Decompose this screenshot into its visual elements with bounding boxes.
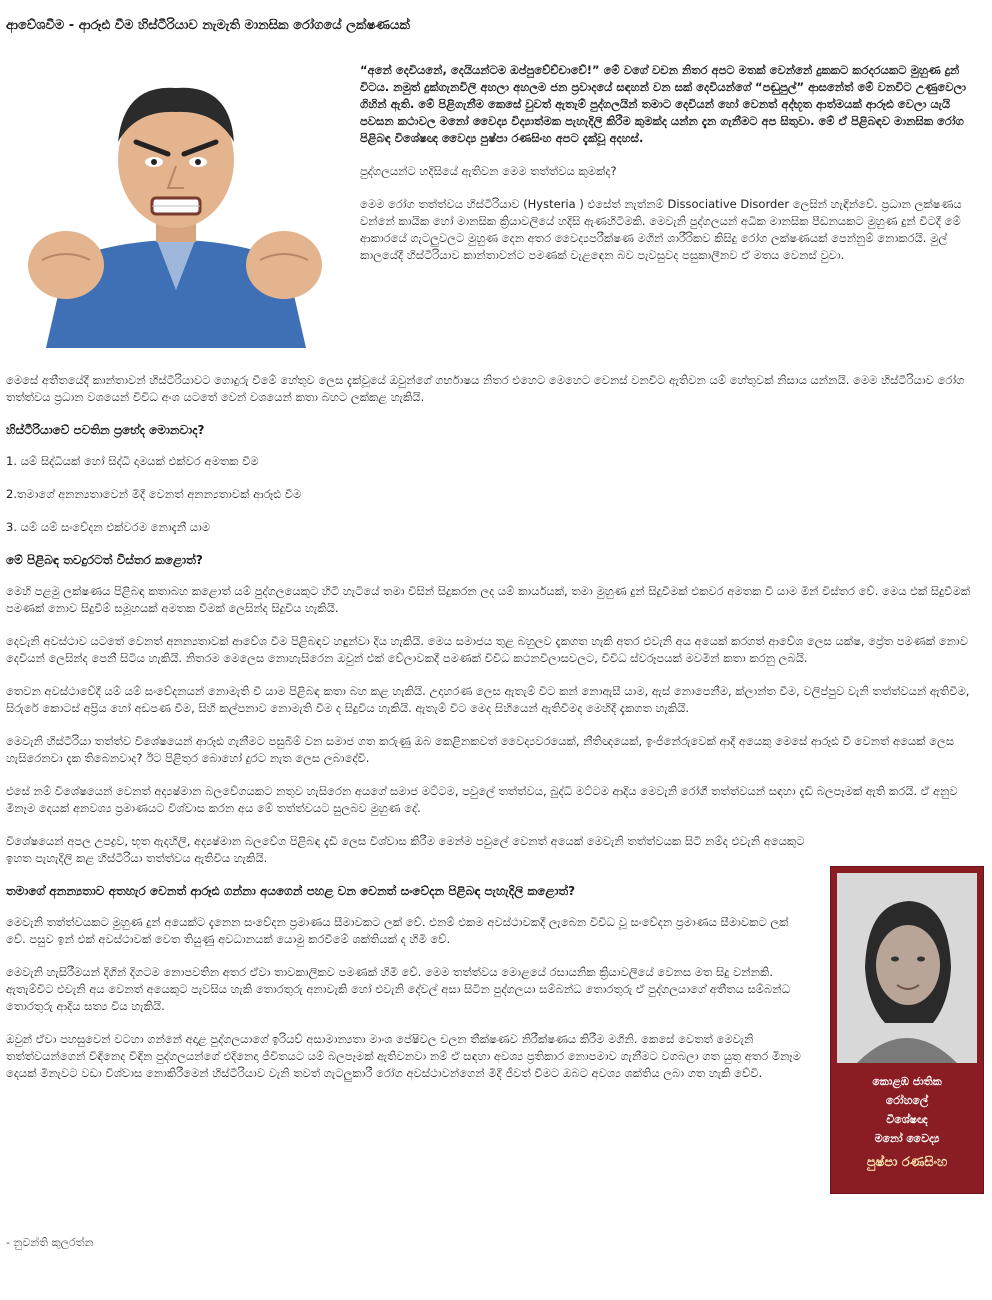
section-heading: තමාගේ අනන්‍යතාව අතහැර වෙනත් ආරූඪ ගන්නා අයගෙන් පහළ වන වෙනත් සංවේදන පිළිබඳ පැහැදිලි කළොත්? [6,884,576,898]
article-title: ආවේශවීම - ආරූඪ වීම හිස්ටීරියාව නැමැති මානසික රෝගයේ ලක්ෂණයක් [6,18,410,33]
body-paragraph: මෙවැනි හැසිරීමයන් දිගින් දිගටම නොපවතින අතර ඒවා තාවකාලිකව පමණක් හිමි වේ. මෙම තත්ත්වය මොළයේ රසායනික ක්‍රියාවලියේ වෙනස මත සිදු වන්නකි. ඇතැම්විට එවැනි අය වෙනත් අයෙකුට පැවසිය හැකි තොරතුරු අනාවැකි හෝ එවැනි දේවල් අසා සිටින පුද්ගලයා සම්බන්ධ තොරතුරු ඒ පුද්ගලයාගේ අතීතය සම්බන්ධ තොරතුරු ආදිය සත්‍ය විය හැකියි. [6,965,791,1013]
intro-question: පුද්ගලයන්ට හදිසියේ ඇතිවන මෙම තත්ත්වය කුමක්ද? [360,164,617,178]
caption-line: විශේෂඥ [886,1113,928,1126]
doctor-name: පුෂ්පා රණසිංහ [866,1155,948,1170]
section-heading: හිස්ටීරියාවේ පවතින ප්‍රභේද මොනවාද? [6,423,205,437]
list-item: 3. යම් යම් සංවේදන එක්වරම නොදැනී යාම [6,520,211,534]
list-item: 1. යම් සිද්ධියක් හෝ සිද්ධි දාමයක් එක්වර අමතක වීම [6,454,259,468]
doctor-portrait [837,873,977,1063]
author-byline: - නුවන්ති කුලරත්න [6,1236,94,1249]
body-paragraph: එසේ නම් විශේෂයෙන් වෙනත් අද්‍යෂ්මාන බලවේගයකට නතුව හැසිරෙන අයගේ සමාජ මට්ටම, පවුලේ තත්ත්වය, බුද්ධි මට්ටම ආදිය මෙවැනි රෝගී තත්ත්වයන් සඳහා දැඩි බලපෑමක් ඇති කරයි. ඒ අනුව මිනෑම දෙයක් අනවශ්‍ය ප්‍රමාණයට විශ්වාස කරන අය මේ තත්ත්වයට සුලබව මුහුණ දේ. [6,784,958,815]
body-paragraph: තෙවන අවස්ථාවේදී යම් යම් සංවේදනයන් නොමැති වී යාම පිළිබඳ කතා බහ කළ හැකියි. උදාහරණ ලෙස ඇතැම් විට කන් නොඇසී යාම, ඇස් නොපෙනීම, ක්ලාන්ත වීම, වලිප්පුව වැනි තත්ත්වයන් ඇතිවීම, සිරුරේ කොටස් අප්‍රිය හෝ අඩපණ වීම, සිහි කල්පනාව නොමැති වීම ද සිදුවිය හැකියි. ඇතැම් විට මෙද සිහියෙන් ඇතිවීමද මෙහිදී දැකගත හැකියි. [6,684,970,715]
intro-section [360,62,980,280]
caption-line: රෝහලේ [885,1094,929,1107]
body-paragraph: මෙවැනි තත්ත්වයකට මුහුණ දුන් අයෙක්ට දැනෙන සංවේදන ප්‍රමාණය සීමාවකට ලක් වේ. එනම් එකම අවස්ථාවකදී ලැබෙන විවිධ වූ සංවේදන ප්‍රමාණය සීමාවකට ලක් වේ. පසුව ඉන් එක් අවස්ථාවක් වෙත තියුණු අවධානයක් යොමු කරවීමේ ශක්තියක් ද හිමි වේ. [6,915,789,946]
intro-paragraph: “අනේ දෙවියනේ, දෙයියන්ටම ඔප්පුවේච්චාවේ!” මේ වගේ වචන නිතර අපට මතක් වෙන්නේ දුකකට කරදරයකට මුහුණ දුන් විටය. නමුත් දුක්ගැනවිලි අහලා අහලම ජන ප්‍රවාදයේ සඳහන් වන සක් දෙවියන්ගේ “පඬුපුල්” ආසනේත් මේ වනවිට උණුවෙලා ගිහින් ඇති. මේ පිළිගැනීම කෙසේ වුවත් ඇතැම් පුද්ගලයින් තමාට දෙවියන් හෝ වෙනත් අද්භූත ආත්මයක් ආරූඪ වෙලා යැයි පවසන කථාවල මනෝ වෛද්‍ය විද්‍යාත්මක පැහැදිලි කිරීම කුමක්ද යන්න දැන ගැනීමට අප සිතුවා. මේ ඒ පිළිබඳව මානසික රෝග පිළිබඳ විශේෂඥ වෛද්‍ය පුෂ්පා රණසිංහ අපට දැක්වූ අදහස්. [360,63,967,145]
body-paragraph: විශේෂයෙන් අපල උපද්‍රව, භූත ඇදහිලි, අද්‍යෂ්මාන බලවේග පිළිබඳ දැඩි ලෙස විශ්වාස කිරීම මෙන්ම පවුලේ වෙනත් අයෙක් මෙවැනි තත්ත්වයක සිටි නම්ද එවැනි අයෙකුට ඉහත පැහැදිලි කළ හිස්ටීරියා තත්ත්වය ඇතිවිය හැකියි. [6,834,805,865]
section-heading: මේ පිළිබඳ තවදුරටත් විස්තර කළොත්? [6,553,203,567]
intro-paragraph: මෙම රෝග තත්ත්වය හිස්ටීරියාව (Hysteria ) එසේත් නැත්නම් Dissociative Disorder ලෙසින් හැඳින්වේ. ප්‍රධාන ලක්ෂණය වන්නේ කායික හෝ මානසික ක්‍රියාවලියේ හදිසි ඇණහිටීමකි. මෙවැනි පුද්ගලයන් අධික මානසික පීඩනයකට මුහුණ දුන් විටදී මේ ආකාරයේ ගැටලුවලට මුහුණ දෙන අතර වෛද්‍යපරීක්ෂණ මගින් ශාරීරිකව කිසිදු රෝග ලක්ෂණයක් පෙන්නුම් නොකරයි. මුල් කාලයේදී හිස්ටීරියාව කාන්තාවන්ට පමණක් වැළඳෙන බව පැවසුවද පසුකාලීනව ඒ මතය වෙනස් වුවා. [360,197,962,262]
caption-line: මනෝ වෛද්‍ය [874,1132,940,1145]
body-paragraph: ඔවුන් ඒවා පහසුවෙන් වටහා ගන්නේ අදාළ පුද්ගලයාගේ ඉරියව් අසාමාන්‍යතා මාංශ පේෂිවල චලන තීක්ෂණව නිරීක්ෂණය කිරීම මගිනි. කෙසේ වෙතත් මෙවැනි තත්ත්වයන්ගෙන් විඳිනෙද විඳින පුද්ගලයන්ගේ එදිනෙදා ජීවිතයට යම් බලපෑමක් ඇතිවනවා නම් ඒ සඳහා අවශ්‍ය ප්‍රතිකාර නොපමාව ගැනීමට වගබලා ගත යුතු අතර මිනෑම දෙයක් මිනැවට වඩා විශ්වාස නොකිරීමෙන් හිස්ටීරියාව වැනි තවත් ගැටලුකාරී රෝග අවස්ථාවන්ගෙන් මිදී ජීවත් වීමට ඔබට අවශ්‍ය ශක්තිය ලබා ගත හැකි වේවි. [6,1032,801,1080]
caption-line: කොළඹ ජාතික [872,1075,942,1088]
body-paragraph: මෙවැනි හිස්ටීරියා තත්ත්ව විශේෂයෙන් ආරූඪ ගැනීමට පසුබිම් වන සමාජ ගත කරුණු ඔබ කෙළිනකවත් වෛද්‍යවරයෙක්, නීතිඥයෙක්, ඉංජිනේරුවෙක් ආදී අයෙකු මෙසේ ආරූඪ වී වෙනත් අයෙක් ලෙස හැසිරෙනවා දැක තිබෙනවාද? ඊට පිළිතුර බොහෝ දුරට නැත ලෙස ලබාදේවි. [6,734,954,765]
wrapped-column [6,833,806,1082]
body-paragraph: දෙවැනි අවස්ථාව යටතේ වෙනත් අනන්‍යතාවක් ආවේශ වීම පිළිබඳව හඳුන්වා දිය හැකියි. මෙය සමාජය තුළ බහුලව දැකගත හැකි අතර එවැනි අය අයෙක් කරගත් ආවේශ ලෙස යක්ෂ, ප්‍රේත පමණක් නොව දෙවියන් ලෙසින්ද පෙනී සිටිය හැකියි. නිතරම මෙලෙස නොහැසිරෙන ඔවුන් එක් වේලාවකදී පමණක් විවිධ කථනවිලාසවලට, විවිධ ස්වරූපයක් මවමින් කතා කරනු ලබයි. [6,634,968,665]
angry-man-image [6,60,346,348]
doctor-profile-card [830,866,984,1194]
body-paragraph: මෙහි පළමු ලක්ෂණය පිළිබඳ කතාබහ කළොත් යම් පුද්ගලයෙකුට හිටි හැටියේ තමා විසින් සිදුකරන ලද යම් කාර්යයක්, තමා මුහුණ දුන් සිදුවීමක් එකවර අමතක වී යාම මින් විස්තර වේ. මෙය එක් සිදුවීමක් පමණක් නොව සිදුවීම් සමූහයක් අමතක වීමක් ලෙසින්ද සිදුවිය හැකියි. [6,584,971,615]
angry-man-illustration [6,60,346,348]
body-paragraph: මෙසේ අතීතයේදී කාන්තාවන් හිස්ටීරියාවට ගොදුරු වීමේ හේතුව ලෙස දැක්වූයේ ඔවුන්ගේ ගර්භාෂය නිතර එහෙට මෙහෙට වෙනස් වනවිට ඇතිවන යම් හේතුවක් නිසාය යන්නයි. මෙම හිස්ටීරියාව රෝග තත්ත්වය ප්‍රධාන වශයෙන් විවිධ අංශ යටතේ වෙන් වශයෙන් කතා බහට ලක්කළ හැකියි. [6,373,965,404]
list-item: 2.තමාගේ අනන්‍යතාවෙන් මිදී වෙනත් අනන්‍යතාවක් ආරූඪ වීම [6,487,302,501]
doctor-caption [835,1072,979,1148]
doctor-photo [837,873,977,1063]
